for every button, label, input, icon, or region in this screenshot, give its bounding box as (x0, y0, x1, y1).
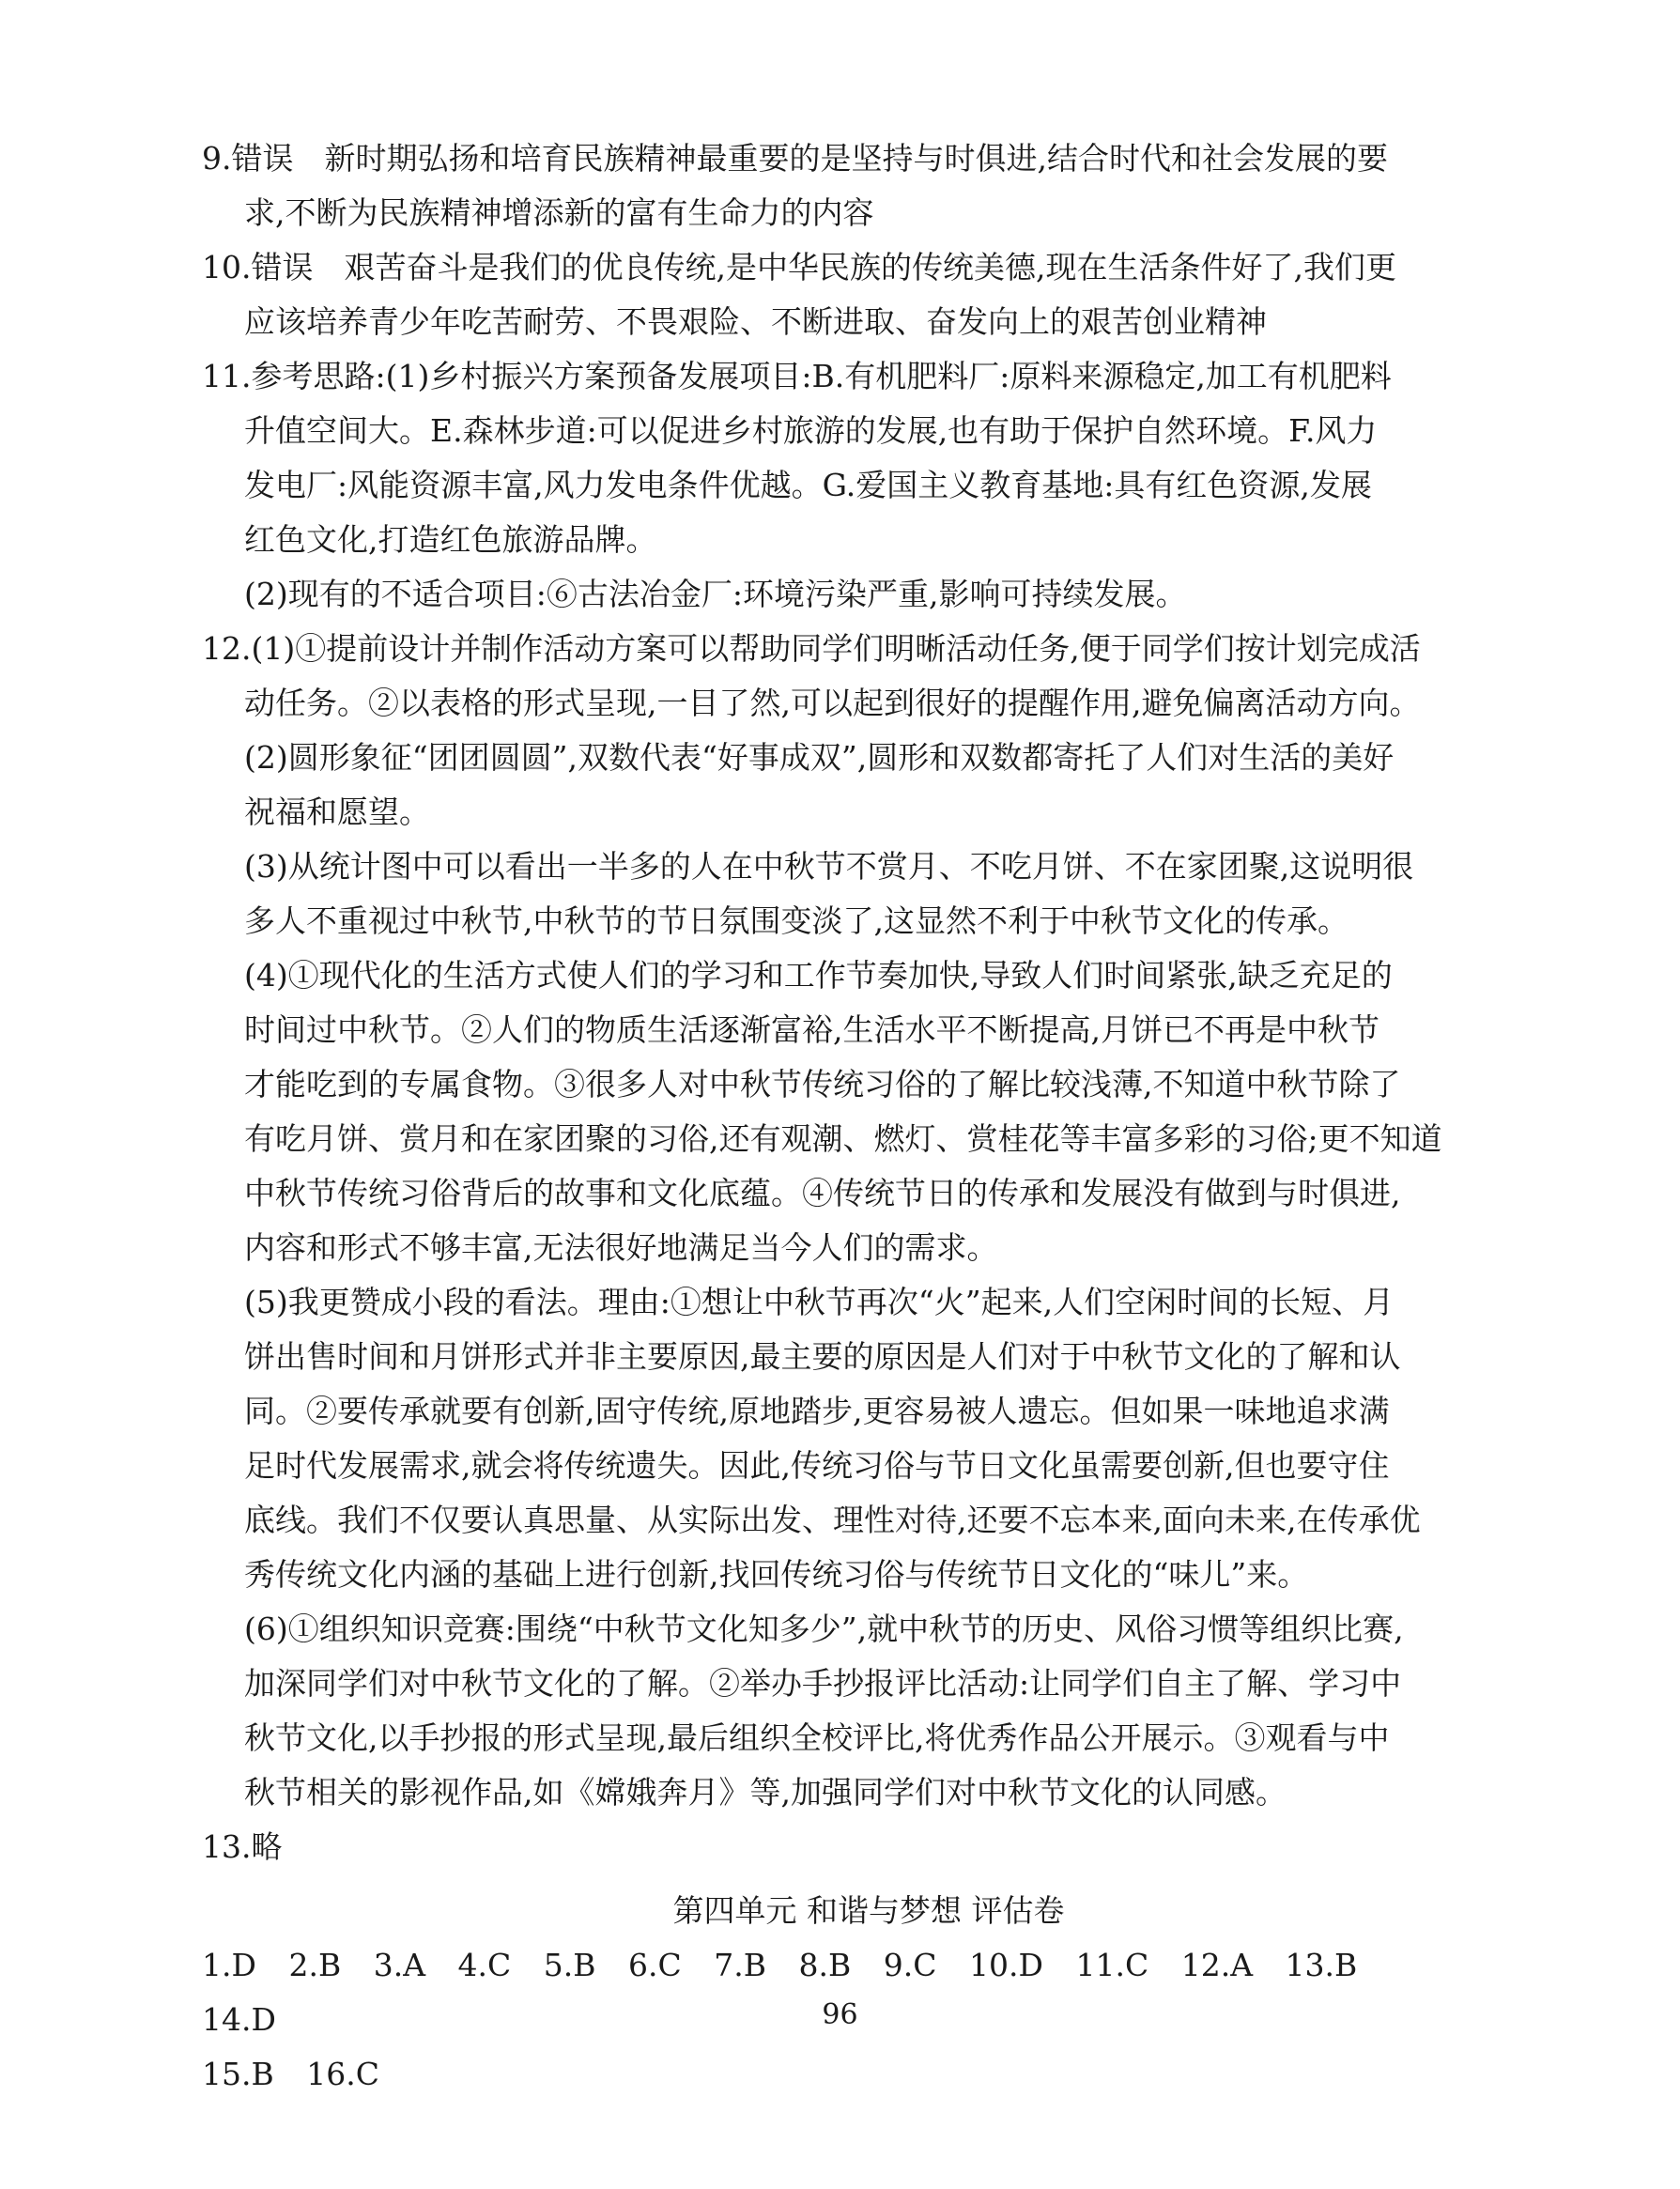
text-line: 底线。我们不仅要认真思量、从实际出发、理性对待,还要不忘本来,面向未来,在传承优 (244, 1502, 1421, 1538)
text-line: 同。②要传承就要有创新,固守传统,原地踏步,更容易被人遗忘。但如果一味地追求满 (244, 1393, 1390, 1429)
answers-row (202, 2047, 1451, 2102)
answer-item-13 (202, 1820, 1451, 1874)
text-line: 秀传统文化内涵的基础上进行创新,找回传统习俗与传统节日文化的“味儿”来。 (244, 1556, 1309, 1593)
text-line: (3)从统计图中可以看出一半多的人在中秋节不赏月、不吃月饼、不在家团聚,这说明很 (244, 848, 1414, 885)
text-line: 足时代发展需求,就会将传统遗失。因此,传统习俗与节日文化虽需要创新,但也要守住 (244, 1447, 1390, 1484)
text-line: 10.错误 艰苦奋斗是我们的优良传统,是中华民族的传统美德,现在生活条件好了,我们更 (202, 249, 1396, 285)
answer-key: 7.B (714, 1947, 767, 1983)
answer-item-12 (202, 622, 1451, 1820)
text-line: 时间过中秋节。②人们的物质生活逐渐富裕,生活水平不断提高,月饼已不再是中秋节 (244, 1011, 1379, 1048)
answer-key: 3.A (373, 1947, 426, 1983)
answer-key: 5.B (543, 1947, 596, 1983)
page-number: 96 (822, 1998, 858, 2031)
text-line: 12.(1)①提前设计并制作活动方案可以帮助同学们明晰活动任务,便于同学们按计划完成活 (202, 630, 1421, 667)
answer-key: 14.D (202, 2001, 276, 2038)
answer-key: 15.B (202, 2056, 274, 2092)
text-line: 多人不重视过中秋节,中秋节的节日氛围变淡了,这显然不利于中秋节文化的传承。 (244, 902, 1349, 939)
answer-key: 11.C (1075, 1947, 1149, 1983)
text-line: 秋节相关的影视作品,如《嫦娥奔月》等,加强同学们对中秋节文化的认同感。 (244, 1774, 1287, 1811)
text-line: 13.略 (202, 1828, 283, 1865)
section-title: 第四单元 和谐与梦想 评估卷 (672, 1892, 1065, 1929)
text-line: 中秋节传统习俗背后的故事和文化底蕴。④传统节日的传承和发展没有做到与时俱进, (244, 1175, 1401, 1211)
text-line: 加深同学们对中秋节文化的了解。②举办手抄报评比活动:让同学们自主了解、学习中 (244, 1665, 1402, 1702)
answer-item-11 (202, 349, 1451, 622)
text-line: 祝福和愿望。 (244, 794, 430, 830)
answer-key: 8.B (798, 1947, 852, 1983)
answer-key: 6.C (628, 1947, 682, 1983)
answer-key: 2.B (288, 1947, 342, 1983)
answer-key: 10.D (969, 1947, 1043, 1983)
text-line: (2)现有的不适合项目:⑥古法冶金厂:环境污染严重,影响可持续发展。 (244, 576, 1187, 612)
text-line: (6)①组织知识竞赛:围绕“中秋节文化知多少”,就中秋节的历史、风俗习惯等组织比赛, (244, 1611, 1404, 1647)
text-line: 才能吃到的专属食物。③很多人对中秋节传统习俗的了解比较浅薄,不知道中秋节除了 (244, 1066, 1401, 1102)
answer-key: 1.D (202, 1947, 256, 1983)
text-line: 发电厂:风能资源丰富,风力发电条件优越。G.爱国主义教育基地:具有红色资源,发展 (244, 467, 1372, 503)
text-line: 升值空间大。E.森林步道:可以促进乡村旅游的发展,也有助于保护自然环境。F.风力 (244, 412, 1378, 449)
answer-key: 4.C (457, 1947, 512, 1983)
text-line: 饼出售时间和月饼形式并非主要原因,最主要的原因是人们对于中秋节文化的了解和认 (244, 1338, 1401, 1375)
answer-content (202, 131, 1451, 2102)
answer-key: 13.B (1285, 1947, 1358, 1983)
answer-key: 12.A (1180, 1947, 1254, 1983)
answer-item-10 (202, 240, 1451, 349)
text-line: 秋节文化,以手抄报的形式呈现,最后组织全校评比,将优秀作品公开展示。③观看与中 (244, 1719, 1390, 1756)
text-line: 求,不断为民族精神增添新的富有生命力的内容 (244, 194, 874, 231)
text-line: (5)我更赞成小段的看法。理由:①想让中秋节再次“火”起来,人们空闲时间的长短、月 (244, 1284, 1395, 1320)
text-line: (2)圆形象征“团团圆圆”,双数代表“好事成双”,圆形和双数都寄托了人们对生活的美好 (244, 739, 1395, 776)
text-line: 内容和形式不够丰富,无法很好地满足当今人们的需求。 (244, 1229, 998, 1266)
text-line: 有吃月饼、赏月和在家团聚的习俗,还有观潮、燃灯、赏桂花等丰富多彩的习俗;更不知道 (244, 1120, 1442, 1157)
answer-key: 16.C (306, 2056, 379, 2092)
answer-key: 9.C (883, 1947, 937, 1983)
text-line: 红色文化,打造红色旅游品牌。 (244, 521, 657, 558)
text-line: (4)①现代化的生活方式使人们的学习和工作节奏加快,导致人们时间紧张,缺乏充足的 (244, 957, 1393, 994)
answer-item-9 (202, 131, 1451, 240)
text-line: 动任务。②以表格的形式呈现,一目了然,可以起到很好的提醒作用,避免偏离活动方向。 (244, 685, 1421, 721)
text-line: 9.错误 新时期弘扬和培育民族精神最重要的是坚持与时俱进,结合时代和社会发展的要 (202, 140, 1388, 177)
text-line: 应该培养青少年吃苦耐劳、不畏艰险、不断进取、奋发向上的艰苦创业精神 (244, 303, 1267, 340)
text-line: 11.参考思路:(1)乡村振兴方案预备发展项目:B.有机肥料厂:原料来源稳定,加工有机肥料 (202, 358, 1392, 394)
